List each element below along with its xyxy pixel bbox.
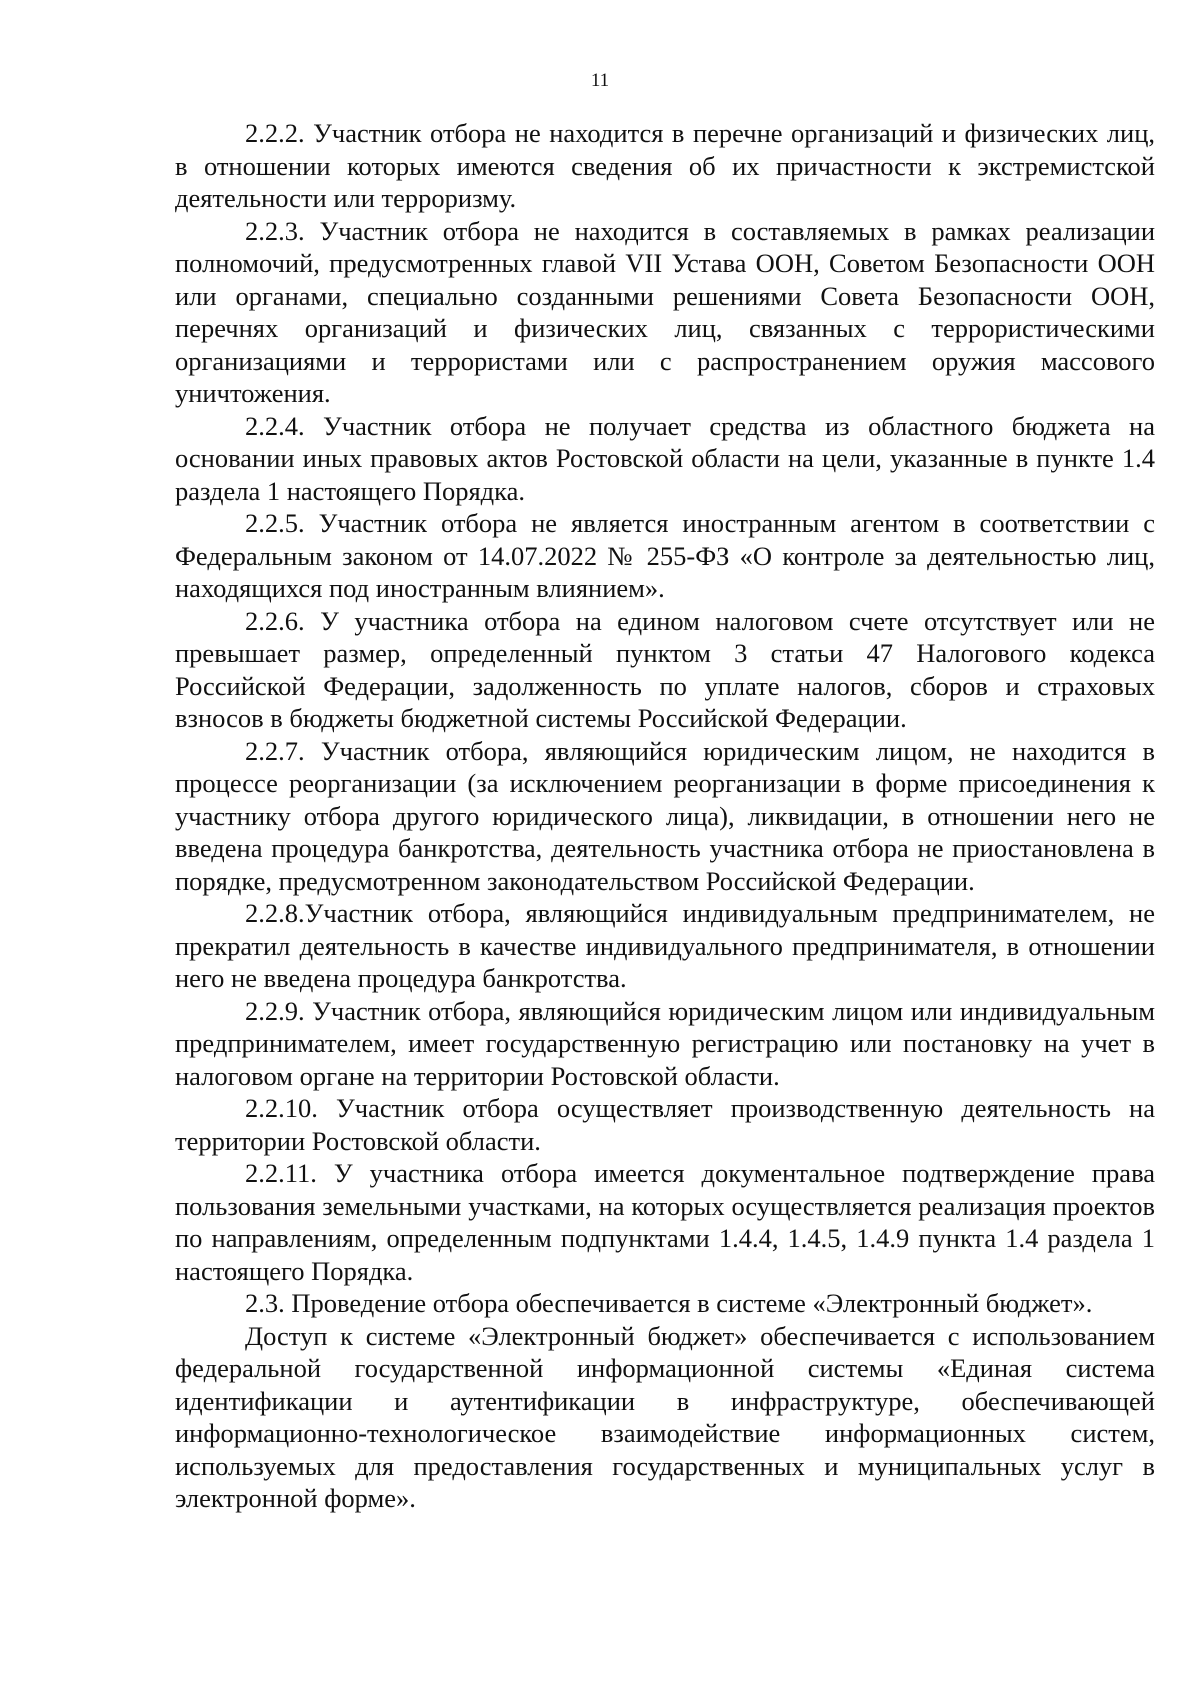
paragraph-2-2-8: 2.2.8.Участник отбора, являющийся индивидуальным предпринимателем, не прекратил деятельность в качестве индивидуального предпринимателя, в отношении него не введена процедура банкротства. bbox=[175, 898, 1155, 993]
paragraph-2-2-2: 2.2.2. Участник отбора не находится в перечне организаций и физических лиц, в отношении которых имеются сведения об их причастности к экстремистской деятельности или терроризму. bbox=[175, 118, 1155, 213]
paragraph-2-2-9: 2.2.9. Участник отбора, являющийся юридическим лицом или индивидуальным предпринимателем, имеет государственную регистрацию или постановку на учет в налоговом органе на территории Ростовской области. bbox=[175, 995, 1155, 1091]
document-body bbox=[175, 117, 1155, 1515]
paragraph-2-2-10: 2.2.10. Участник отбора осуществляет производственную деятельность на территории Ростовской области. bbox=[175, 1093, 1155, 1156]
paragraph-2-2-4: 2.2.4. Участник отбора не получает средства из областного бюджета на основании иных правовых актов Ростовской области на цели, указанные в пункте 1.4 раздела 1 настоящего Порядка. bbox=[175, 410, 1155, 506]
page-number: 11 bbox=[590, 70, 610, 91]
paragraph-2-2-3: 2.2.3. Участник отбора не находится в составляемых в рамках реализации полномочий, предусмотренных главой VII Устава ООН, Советом Безопасности ООН или органами, специально созданными решениями Совета Безопасности ООН, перечнях организаций и физических лиц, связанных с террористическими организациями и террористами или с распространением оружия массового уничтожения. bbox=[175, 215, 1155, 408]
paragraph-2-3: 2.3. Проведение отбора обеспечивается в системе «Электронный бюджет». bbox=[245, 1288, 1093, 1318]
paragraph-2-2-11: 2.2.11. У участника отбора имеется документальное подтверждение права пользования земельными участками, на которых осуществляется реализация проектов по направлениям, определенным подпунктами 1.4.4, 1.4.5, 1.4.9 пункта 1.4 раздела 1 настоящего Порядка. bbox=[175, 1158, 1155, 1286]
paragraph-2-2-6: 2.2.6. У участника отбора на едином налоговом счете отсутствует или не превышает размер, определенный пунктом 3 статьи 47 Налогового кодекса Российской Федерации, задолженность по уплате налогов, сборов и страховых взносов в бюджеты бюджетной системы Российской Федерации. bbox=[175, 605, 1155, 733]
paragraph-2-2-5: 2.2.5. Участник отбора не является иностранным агентом в соответствии с Федеральным законом от 14.07.2022 № 255-ФЗ «О контроле за деятельностью лиц, находящихся под иностранным влиянием». bbox=[175, 508, 1155, 603]
paragraph-2-2-7: 2.2.7. Участник отбора, являющийся юридическим лицом, не находится в процессе реорганизации (за исключением реорганизации в форме присоединения к участнику отбора другого юридического лица), ликвидации, в отношении него не введена процедура банкротства, деятельность участника отбора не приостановлена в порядке, предусмотренном законодательством Российской Федерации. bbox=[175, 735, 1155, 896]
paragraph-access: Доступ к системе «Электронный бюджет» обеспечивается с использованием федеральной государственной информационной системы «Единая система идентификации и аутентификации в инфраструктуре, обеспечивающей информационно-технологическое взаимодействие информационных систем, используемых для предоставления государственных и муниципальных услуг в электронной форме». bbox=[175, 1320, 1155, 1513]
